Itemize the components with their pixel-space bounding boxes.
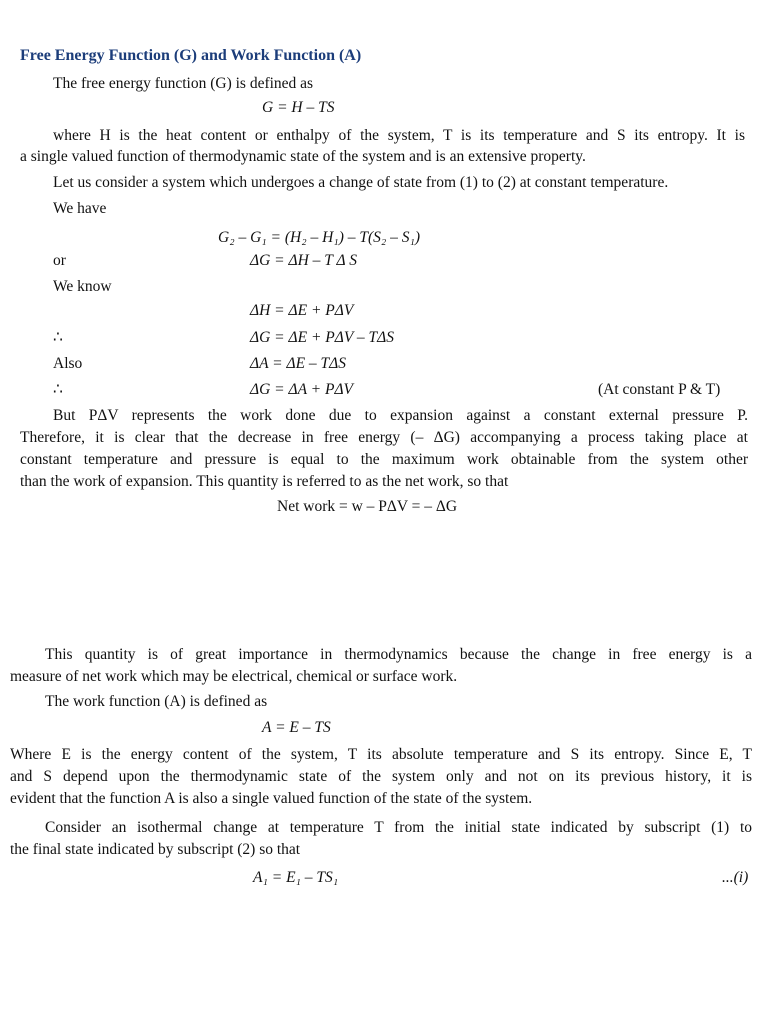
equation-delta-g-expanded: G₂ – G₁ = (H₂ – H₁) – T(S₂ – S₁)	[218, 229, 421, 246]
equation-tag-i: ...(i)	[722, 869, 749, 886]
therefore-symbol-2: ∴	[53, 381, 63, 398]
we-have-text: We have	[53, 200, 107, 217]
consider-text: Let us consider a system which undergoes a change of state from (1) to (2) at constant temperature.	[53, 174, 669, 191]
equation-delta-g: ΔG = ΔH – T Δ S	[250, 252, 357, 269]
where-text-line1: where H is the heat content or enthalpy of the system, T is its temperature and S its entropy. It is	[53, 127, 745, 144]
but-text-line1: But PΔV represents the work done due to expansion against a constant external pressure P.	[53, 407, 748, 424]
or-label: or	[53, 252, 66, 269]
intro-text: The free energy function (G) is defined as	[53, 75, 314, 92]
also-label: Also	[53, 355, 83, 372]
but-text-line3: constant temperature and pressure is equal to the maximum work obtainable from the system other	[20, 451, 748, 468]
section-title: Free Energy Function (G) and Work Function (A)	[20, 47, 362, 64]
where-e-text-line2: and S depend upon the thermodynamic state of the system only and not on its previous history, it is	[10, 768, 752, 785]
we-know-text: We know	[53, 278, 112, 295]
equation-delta-a: ΔA = ΔE – TΔS	[250, 355, 347, 372]
equation-delta-g-3: ΔG = ΔA + PΔV	[250, 381, 354, 398]
therefore-symbol-1: ∴	[53, 329, 63, 346]
where-text-line2: a single valued function of thermodynamic state of the system and is an extensive property.	[20, 148, 586, 165]
where-e-text-line1: Where E is the energy content of the system, T its absolute temperature and S its entropy. Since E, T	[10, 746, 752, 763]
but-text-line2: Therefore, it is clear that the decrease in free energy (– ΔG) accompanying a process taking place at	[20, 429, 748, 446]
equation-a-definition: A = E – TS	[262, 719, 331, 736]
equation-delta-g-2: ΔG = ΔE + PΔV – TΔS	[250, 329, 394, 346]
but-text-line4: than the work of expansion. This quantity is referred to as the net work, so that	[20, 473, 509, 490]
isothermal-text-line1: Consider an isothermal change at temperature T from the initial state indicated by subscript (1) to	[45, 819, 752, 836]
equation-delta-h: ΔH = ΔE + PΔV	[250, 302, 354, 319]
importance-text-line1: This quantity is of great importance in thermodynamics because the change in free energy is a	[45, 646, 752, 663]
where-e-text-line3: evident that the function A is also a single valued function of the state of the system.	[10, 790, 533, 807]
constant-pt-note: (At constant P & T)	[598, 381, 721, 398]
isothermal-text-line2: the final state indicated by subscript (2) so that	[10, 841, 301, 858]
work-function-intro: The work function (A) is defined as	[45, 693, 268, 710]
equation-net-work: Net work = w – PΔV = – ΔG	[277, 498, 458, 515]
equation-a1: A₁ = E₁ – TS₁	[253, 869, 339, 886]
importance-text-line2: measure of net work which may be electrical, chemical or surface work.	[10, 668, 458, 685]
equation-g-definition: G = H – TS	[262, 99, 335, 116]
